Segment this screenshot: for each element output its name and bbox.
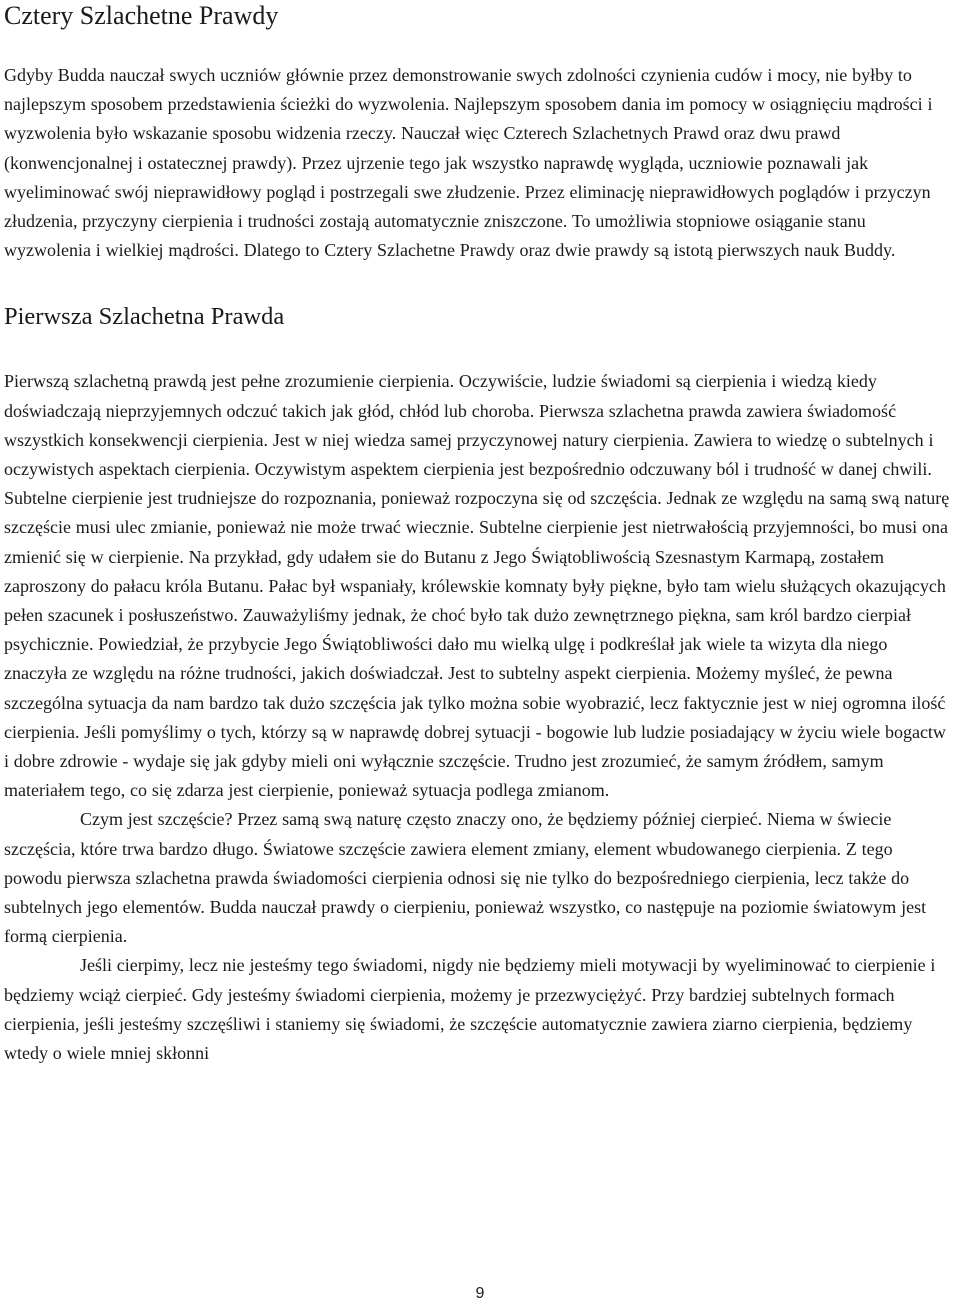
section-body	[4, 367, 955, 1068]
document-title: Cztery Szlachetne Prawdy	[4, 1, 279, 30]
document-page	[4, 0, 955, 1068]
intro-paragraph: Gdyby Budda nauczał swych uczniów głównie przez demonstrowanie swych zdolności czynienia cudów i mocy, nie byłby to najlepszym sposobem przedstawienia ścieżki do wyzwolenia. Najlepszym sposobem dania im pomocy w osiągnięciu mądrości i wyzwolenia było wskazanie sposobu widzenia rzeczy. Nauczał więc Czterech Szlachetnych Prawd oraz dwu prawd (konwencjonalnej i ostatecznej prawdy). Przez ujrzenie tego jak wszystko naprawdę wygląda, uczniowie poznawali jak wyeliminować swój nieprawidłowy pogląd i postrzegali swe złudzenie. Przez eliminację nieprawidłowych poglądów i przyczyn złudzenia, przyczyny cierpienia i trudności zostają automatycznie zniszczone. To umożliwia stopniowe osiąganie stanu wyzwolenia i wielkiej mądrości. Dlatego to Cztery Szlachetne Prawdy oraz dwie prawdy są istotą pierwszych nauk Buddy.	[4, 65, 933, 261]
section-paragraph-2: Czym jest szczęście? Przez samą swą naturę często znaczy ono, że będziemy później cierpieć. Niema w świecie szczęścia, które trwa bardzo długo. Światowe szczęście zawiera element zmiany, element wbudowanego cierpienia. Z tego powodu pierwsza szlachetna prawda świadomości cierpienia odnosi się nie tylko do bezpośredniego cierpienia, lecz także do subtelnych jego elementów. Budda nauczał prawdy o cierpieniu, ponieważ wszystko, co następuje na poziomie światowym jest formą cierpienia.	[4, 809, 927, 947]
section-paragraph-1: Pierwszą szlachetną prawdą jest pełne zrozumienie cierpienia. Oczywiście, ludzie świadomi są cierpienia i wiedzą kiedy doświadczają nieprzyjemnych odczuć takich jak głód, chłód lub choroba. Pierwsza szlachetna prawda zawiera świadomość wszystkich konsekwencji cierpienia. Jest w niej wiedza samej przyczynowej natury cierpienia. Zawiera to wiedzę o subtelnych i oczywistych aspektach cierpienia. Oczywistym aspektem cierpienia jest bezpośrednio odczuwany ból i trudność w danej chwili. Subtelne cierpienie jest trudniejsze do rozpoznania, ponieważ rozpoczyna się od szczęścia. Jednak ze względu na samą swą naturę szczęście musi ulec zmianie, ponieważ nie może trwać wiecznie. Subtelne cierpienie jest nietrwałością przyjemności, bo musi ona zmienić się w cierpienie. Na przykład, gdy udałem sie do Butanu z Jego Świątobliwością Szesnastym Karmapą, zostałem zaproszony do pałacu króla Butanu. Pałac był wspaniały, królewskie komnaty były piękne, było tam wielu służących okazujących pełen szacunek i posłuszeństwo. Zauważyliśmy jednak, że choć było tak dużo zewnętrznego piękna, sam król bardzo cierpiał psychicznie. Powiedział, że przybycie Jego Świątobliwości dało mu wielką ulgę i podkreślał jak wiele ta wizyta dla niego znaczyła ze względu na różne trudności, jakich doświadczał. Jest to subtelny aspekt cierpienia. Możemy myśleć, że pewna szczególna sytuacja da nam bardzo tak dużo szczęścia jak tylko można sobie wyobrazić, lecz faktycznie jest w niej ogromna ilość cierpienia. Jeśli pomyślimy o tych, którzy są w naprawdę dobrej sytuacji - bogowie lub ludzie posiadający w życiu wiele bogactw i dobre zdrowie - wydaje się jak gdyby mieli oni wyłącznie szczęście. Trudno jest zrozumieć, że samym źródłem, samym materiałem tego, co się zdarza jest cierpienie, ponieważ sytuacja podlega zmianom.	[4, 371, 950, 801]
section-paragraph-3: Jeśli cierpimy, lecz nie jesteśmy tego świadomi, nigdy nie będziemy mieli motywacji by wyeliminować to cierpienie i będziemy wciąż cierpieć. Gdy jesteśmy świadomi cierpienia, możemy je przezwyciężyć. Przy bardziej subtelnych formach cierpienia, jeśli jesteśmy szczęśliwi i staniemy się świadomi, że szczęście automatycznie zawiera ziarno cierpienia, będziemy wtedy o wiele mniej skłonni	[4, 955, 936, 1064]
section-heading: Pierwsza Szlachetna Prawda	[4, 303, 285, 331]
page-number: 9	[475, 1285, 485, 1302]
